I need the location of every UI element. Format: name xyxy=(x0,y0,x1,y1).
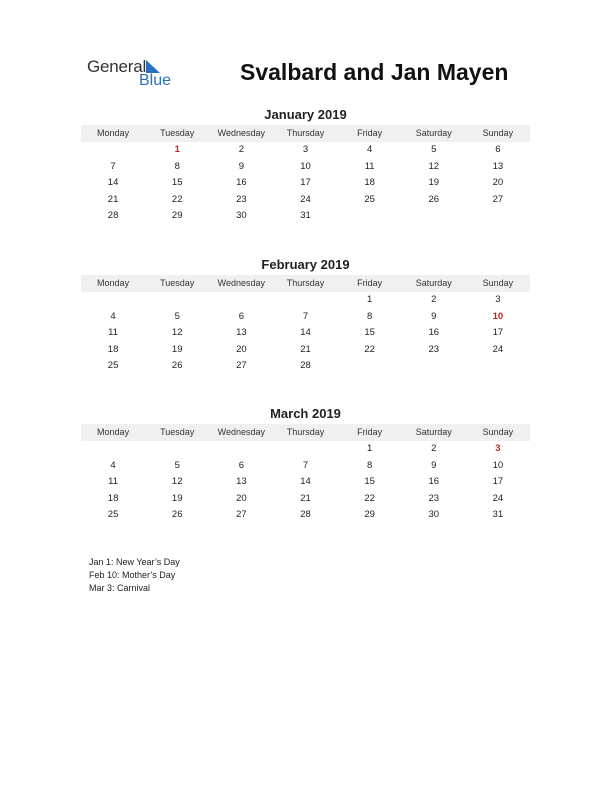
day-cell: 3 xyxy=(302,144,309,155)
week-row xyxy=(81,175,530,192)
day-cell: 10 xyxy=(300,160,311,172)
day-cell: 27 xyxy=(236,360,247,371)
month-title: February 2019 xyxy=(261,257,350,272)
day-cell: 27 xyxy=(492,193,504,205)
day-cell: 13 xyxy=(236,476,247,487)
day-cell: 5 xyxy=(431,144,437,155)
day-cell: 11 xyxy=(364,160,375,172)
empty-day-cell xyxy=(145,441,209,458)
day-cell: 18 xyxy=(107,492,119,504)
holiday-note: Feb 10: Mother’s Day xyxy=(89,570,176,580)
day-cell: 9 xyxy=(238,160,244,172)
day-cell: 13 xyxy=(492,160,504,172)
day-cell: 16 xyxy=(236,177,247,188)
empty-day-cell xyxy=(209,292,273,309)
day-cell: 21 xyxy=(107,193,119,205)
day-cell: 4 xyxy=(110,310,116,322)
day-cell: 19 xyxy=(428,177,440,188)
month-weeks xyxy=(81,142,530,225)
day-cell: 23 xyxy=(236,193,247,205)
day-cell: 15 xyxy=(364,327,375,338)
empty-day-cell xyxy=(338,358,402,375)
day-cell: 15 xyxy=(364,476,375,487)
month-weeks xyxy=(81,441,530,524)
empty-day-cell xyxy=(402,208,466,225)
weekday-header: Sunday xyxy=(482,278,514,288)
weekday-header: Saturday xyxy=(415,278,452,288)
day-cell: 19 xyxy=(171,492,183,504)
day-cell: 19 xyxy=(171,343,183,355)
empty-day-cell xyxy=(81,292,145,309)
day-cell: 23 xyxy=(428,343,440,355)
weekday-header: Tuesday xyxy=(160,427,195,437)
weekday-header: Monday xyxy=(97,278,130,288)
day-cell: 8 xyxy=(174,160,180,172)
day-cell: 7 xyxy=(110,160,116,172)
empty-day-cell xyxy=(145,292,209,309)
week-row xyxy=(81,441,530,458)
day-cell: 16 xyxy=(428,327,440,338)
day-cell: 5 xyxy=(174,310,180,322)
empty-day-cell xyxy=(209,441,273,458)
week-row xyxy=(81,474,530,491)
day-cell: 28 xyxy=(107,210,119,221)
day-cell: 25 xyxy=(364,193,375,205)
day-cell: 6 xyxy=(495,144,501,155)
day-cell: 4 xyxy=(110,459,116,471)
day-cell: 17 xyxy=(300,177,311,188)
month-title: January 2019 xyxy=(264,107,347,122)
day-cell: 27 xyxy=(236,509,247,520)
month-weeks xyxy=(81,292,530,375)
day-cell: 1 xyxy=(366,443,373,454)
day-cell: 12 xyxy=(428,160,440,172)
day-cell: 18 xyxy=(107,343,119,355)
day-cell: 2 xyxy=(238,144,244,155)
weekday-header-row xyxy=(81,125,530,142)
day-cell: 24 xyxy=(300,193,311,205)
week-row xyxy=(81,507,530,524)
week-row xyxy=(81,208,530,225)
day-cell: 28 xyxy=(300,360,311,371)
day-cell: 12 xyxy=(171,476,183,487)
page-title: Svalbard and Jan Mayen xyxy=(240,59,509,85)
weekday-header: Wednesday xyxy=(217,427,266,437)
day-cell: 6 xyxy=(238,310,244,322)
day-cell: 5 xyxy=(174,459,180,471)
weekday-header: Wednesday xyxy=(217,128,266,138)
month-title: March 2019 xyxy=(270,406,341,421)
week-row xyxy=(81,142,530,159)
day-cell: 14 xyxy=(300,476,311,487)
weekday-header: Thursday xyxy=(286,278,325,288)
week-row xyxy=(81,192,530,209)
empty-day-cell xyxy=(273,292,337,309)
day-cell: 14 xyxy=(107,177,119,188)
day-cell: 3 xyxy=(495,294,501,305)
day-cell: 17 xyxy=(492,327,504,338)
logo-word-general: General xyxy=(87,57,147,76)
weekday-header: Thursday xyxy=(286,427,325,437)
day-cell: 17 xyxy=(492,476,504,487)
week-row xyxy=(81,159,530,176)
day-cell: 12 xyxy=(171,327,183,338)
day-cell: 22 xyxy=(171,193,183,205)
day-cell: 10 xyxy=(492,459,504,471)
day-cell: 4 xyxy=(366,144,373,155)
day-cell: 24 xyxy=(492,492,504,504)
weekday-header: Friday xyxy=(357,278,383,288)
week-row xyxy=(81,358,530,375)
day-cell: 24 xyxy=(492,343,504,355)
weekday-header-row xyxy=(81,424,530,441)
day-cell: 7 xyxy=(302,459,309,471)
day-cell: 6 xyxy=(238,459,244,471)
holiday-notes xyxy=(89,556,180,595)
day-cell: 2 xyxy=(431,294,437,305)
weekday-header: Tuesday xyxy=(160,278,195,288)
day-cell: 29 xyxy=(364,509,375,520)
day-cell: 11 xyxy=(108,327,118,338)
week-row xyxy=(81,342,530,359)
day-cell: 14 xyxy=(300,327,311,338)
weekday-header: Thursday xyxy=(286,128,325,138)
day-cell: 1 xyxy=(366,294,373,305)
day-cell: 9 xyxy=(431,310,437,322)
day-cell: 16 xyxy=(428,476,440,487)
empty-day-cell xyxy=(273,441,337,458)
day-cell: 30 xyxy=(428,509,440,520)
day-cell: 3 xyxy=(495,443,501,454)
day-cell: 31 xyxy=(300,210,311,221)
day-cell: 26 xyxy=(171,509,183,520)
day-cell: 22 xyxy=(364,492,375,504)
day-cell: 20 xyxy=(492,177,504,188)
day-cell: 9 xyxy=(431,459,437,471)
logo-word-blue: Blue xyxy=(139,72,172,89)
day-cell: 26 xyxy=(428,193,440,205)
day-cell: 29 xyxy=(171,210,183,221)
week-row xyxy=(81,292,530,309)
day-cell: 31 xyxy=(492,509,504,520)
day-cell: 25 xyxy=(107,360,119,371)
weekday-header: Sunday xyxy=(482,427,514,437)
weekday-header: Friday xyxy=(357,128,383,138)
weekday-header: Saturday xyxy=(415,128,452,138)
month-january xyxy=(81,106,530,225)
day-cell: 23 xyxy=(428,492,440,504)
day-cell: 11 xyxy=(108,476,118,487)
empty-day-cell xyxy=(402,358,466,375)
day-cell: 13 xyxy=(236,327,247,338)
month-february xyxy=(81,256,530,375)
day-cell: 26 xyxy=(171,360,183,371)
weekday-header: Friday xyxy=(357,427,383,437)
day-cell: 28 xyxy=(300,509,311,520)
weekday-header: Monday xyxy=(97,427,130,437)
day-cell: 1 xyxy=(174,144,180,155)
weekday-header-row xyxy=(81,275,530,292)
day-cell: 20 xyxy=(236,343,247,355)
day-cell: 10 xyxy=(492,310,504,322)
day-cell: 20 xyxy=(236,492,247,504)
logo xyxy=(87,57,187,93)
day-cell: 2 xyxy=(431,443,437,454)
weekday-header: Monday xyxy=(97,128,130,138)
empty-day-cell xyxy=(338,208,402,225)
holiday-note: Mar 3: Carnival xyxy=(89,583,151,593)
week-row xyxy=(81,309,530,326)
day-cell: 30 xyxy=(236,210,247,221)
week-row xyxy=(81,491,530,508)
day-cell: 22 xyxy=(364,343,375,355)
day-cell: 25 xyxy=(107,509,119,520)
week-row xyxy=(81,458,530,475)
week-row xyxy=(81,325,530,342)
holiday-note: Jan 1: New Year’s Day xyxy=(89,557,180,567)
month-march xyxy=(81,405,530,524)
day-cell: 8 xyxy=(366,310,373,322)
empty-day-cell xyxy=(466,208,530,225)
empty-day-cell xyxy=(466,358,530,375)
weekday-header: Sunday xyxy=(482,128,514,138)
day-cell: 18 xyxy=(364,177,375,188)
day-cell: 15 xyxy=(171,177,183,188)
day-cell: 7 xyxy=(302,310,309,322)
empty-day-cell xyxy=(81,441,145,458)
weekday-header: Tuesday xyxy=(160,128,195,138)
day-cell: 8 xyxy=(366,459,373,471)
day-cell: 21 xyxy=(300,492,311,504)
empty-day-cell xyxy=(81,142,145,159)
day-cell: 21 xyxy=(300,343,311,355)
weekday-header: Saturday xyxy=(415,427,452,437)
weekday-header: Wednesday xyxy=(217,278,266,288)
